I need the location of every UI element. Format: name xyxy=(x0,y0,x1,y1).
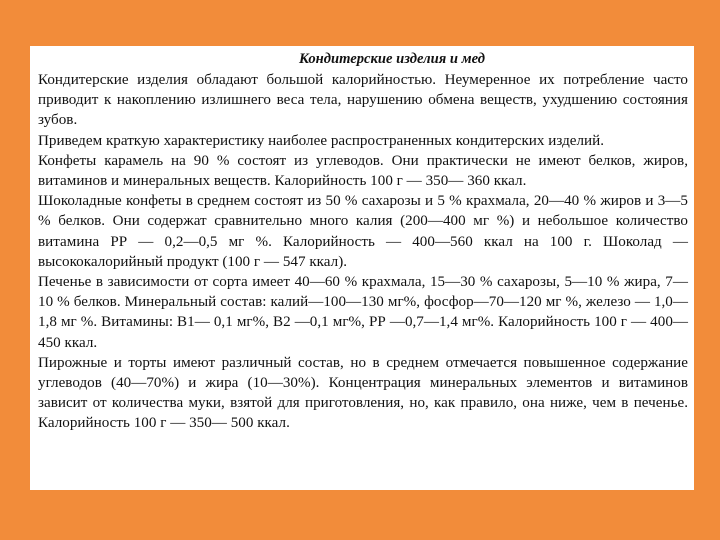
paragraph-intro: Кондитерские изделия обладают большой калорийностью. Неумеренное их потребление часто приводит к накоплению излишнего веса тела, нарушению обмена веществ, ухудшению состояния зубов. xyxy=(38,72,688,129)
paragraph-cookies: Печенье в зависимости от сорта имеет 40—60 % крахмала, 15—30 % сахарозы, 5—10 % жира, 7—10 % белков. Минеральный состав: калий—100—130 мг%, фосфор—70—120 мг %, железо — 1,0—1,8 мг %. Витамины: В1— 0,1 мг%, В2 —0,1 мг%, РР —0,7—1,4 мг%. Калорийность 100 г — 400—450 ккал. xyxy=(38,274,688,351)
paragraph-caramel: Конфеты карамель на 90 % состоят из углеводов. Они практически не имеют белков, жиров, витаминов и минеральных веществ. Калорийность 100 г — 350— 360 ккал. xyxy=(38,152,688,190)
content-card xyxy=(30,46,694,490)
paragraph-chocolate: Шоколадные конфеты в среднем состоят из 50 % сахарозы и 5 % крахмала, 20—40 % жиров и 3—5 % белков. Они содержат сравнительно много калия (200—400 мг %) и небольшое количество витамина РР — 0,2—0,5 мг %. Калорийность — 400—560 ккал на 100 г. Шоколад — высококалорийный продукт (100 г — 547 ккал). xyxy=(38,193,688,270)
slide-title: Кондитерские изделия и мед xyxy=(298,51,485,67)
paragraph-overview: Приведем краткую характеристику наиболее распространенных кондитерских изделий. xyxy=(38,132,605,149)
paragraph-cakes: Пирожные и торты имеют различный состав, но в среднем отмечается повышенное содержание углеводов (40—70%) и жира (10—30%). Концентрация минеральных элементов и витаминов зависит от количества муки, взятой для приготовления, но, как правило, она ниже, чем в печенье. Калорийность 100 г — 350— 500 ккал. xyxy=(38,354,688,432)
